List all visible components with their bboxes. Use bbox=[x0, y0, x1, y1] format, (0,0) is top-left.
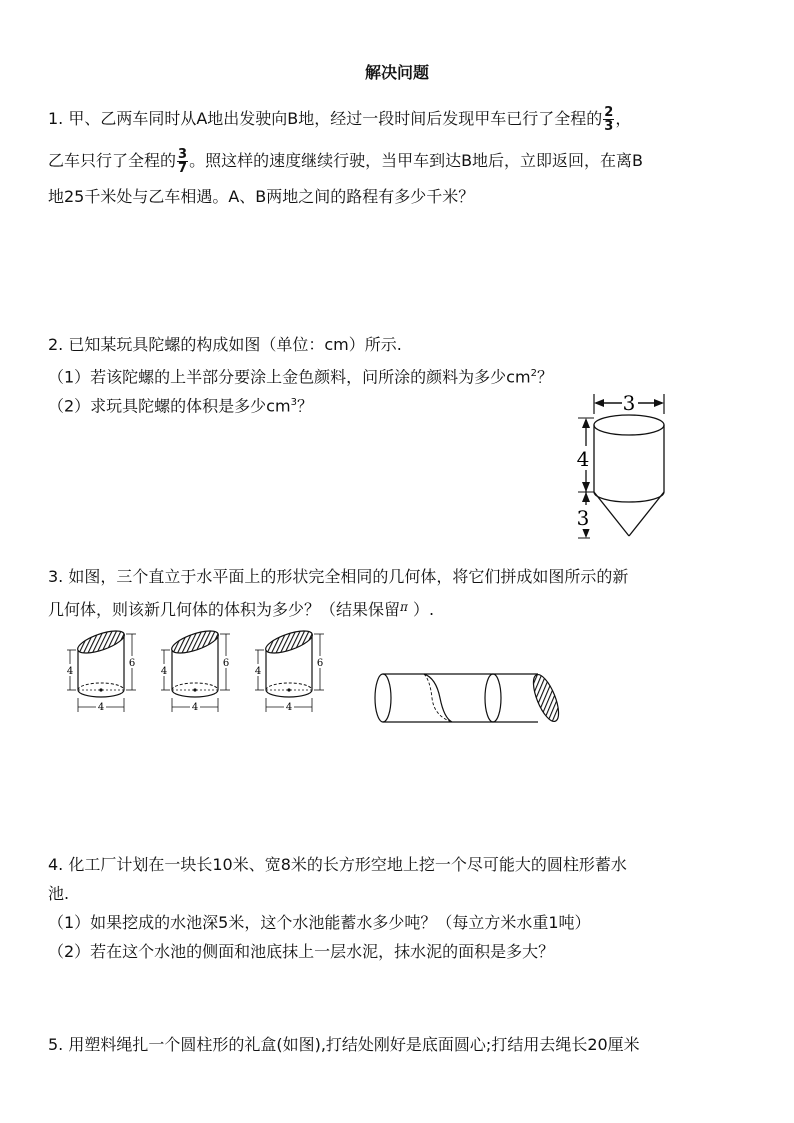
q3-line-1: 3. 如图，三个直立于水平面上的形状完全相同的几何体，将它们拼成如图所示的新 bbox=[48, 567, 629, 586]
q4-line-4: （2）若在这个水池的侧面和池底抹上一层水泥，抹水泥的面积是多大？ bbox=[48, 942, 555, 961]
short-height-label: 4 bbox=[66, 666, 74, 677]
dimension-label-cylinder-height: 4 bbox=[576, 447, 590, 471]
q2-part-1-text: （1）若该陀螺的上半部分要涂上金色颜料，问所涂的颜料为多少cm bbox=[48, 367, 531, 387]
q2-part-2-text: （2）求玩具陀螺的体积是多少cm bbox=[48, 396, 291, 416]
q1-line-1 bbox=[48, 106, 631, 133]
spinning-top-figure bbox=[560, 388, 680, 550]
diameter-label: 4 bbox=[285, 702, 293, 713]
dimension-label-width: 3 bbox=[622, 391, 636, 415]
cut-cylinders-figure bbox=[56, 620, 566, 726]
q1-text-2a: 乙车只行了全程的 bbox=[48, 151, 177, 170]
fraction-numerator: 2 bbox=[604, 105, 614, 120]
tall-height-label: 6 bbox=[128, 658, 136, 669]
q2-part-1-end: ？ bbox=[536, 367, 553, 387]
superscript: 2 bbox=[530, 368, 537, 379]
q1-text-1b: ， bbox=[615, 109, 632, 128]
q2-line-2 bbox=[48, 363, 553, 388]
tall-height-label: 6 bbox=[222, 658, 230, 669]
fraction-two-thirds bbox=[603, 106, 614, 133]
q3-text-2a: 几何体，则该新几何体的体积为多少？（结果保留 bbox=[48, 600, 401, 619]
q4-line-2: 池. bbox=[48, 884, 70, 903]
q3-text-2b: ）. bbox=[407, 600, 435, 619]
cut-cylinder-1 bbox=[66, 626, 136, 713]
diameter-label: 4 bbox=[191, 702, 199, 713]
tall-height-label: 6 bbox=[316, 658, 324, 669]
q2-part-2-end: ？ bbox=[296, 396, 313, 416]
page-title: 解决问题 bbox=[364, 63, 429, 82]
q2-line-3 bbox=[48, 392, 313, 417]
cut-cylinder-3 bbox=[254, 626, 324, 713]
q1-text-2b: 。照这样的速度继续行驶，当甲车到达B地后，立即返回，在离B bbox=[189, 151, 644, 170]
fraction-three-sevenths bbox=[177, 148, 188, 175]
fraction-denominator: 3 bbox=[604, 119, 614, 134]
short-height-label: 4 bbox=[160, 666, 168, 677]
short-height-label: 4 bbox=[254, 666, 262, 677]
superscript: 3 bbox=[290, 397, 297, 408]
q1-line-2 bbox=[48, 148, 643, 175]
fraction-denominator: 7 bbox=[178, 161, 188, 176]
q1-line-3: 地25千米处与乙车相遇。A、B两地之间的路程有多少千米？ bbox=[48, 187, 475, 206]
pi-symbol: π bbox=[400, 600, 408, 614]
combined-cylinder bbox=[375, 671, 564, 724]
q4-line-3: （1）如果挖成的水池深5米，这个水池能蓄水多少吨？（每立方米水重1吨） bbox=[48, 913, 591, 932]
cut-cylinder-2 bbox=[160, 626, 230, 713]
fraction-numerator: 3 bbox=[178, 147, 188, 162]
q3-line-2 bbox=[48, 596, 434, 621]
q4-line-1: 4. 化工厂计划在一块长10米、宽8米的长方形空地上挖一个尽可能大的圆柱形蓄水 bbox=[48, 855, 627, 874]
q2-line-1: 2. 已知某玩具陀螺的构成如图（单位：cm）所示. bbox=[48, 335, 402, 354]
q5-line-1: 5. 用塑料绳扎一个圆柱形的礼盒(如图),打结处刚好是底面圆心;打结用去绳长20厘米 bbox=[48, 1035, 640, 1054]
q1-text-1a: 1. 甲、乙两车同时从A地出发驶向B地，经过一段时间后发现甲车已行了全程的 bbox=[48, 109, 603, 128]
diameter-label: 4 bbox=[97, 702, 105, 713]
dimension-label-cone-height: 3 bbox=[576, 506, 590, 530]
